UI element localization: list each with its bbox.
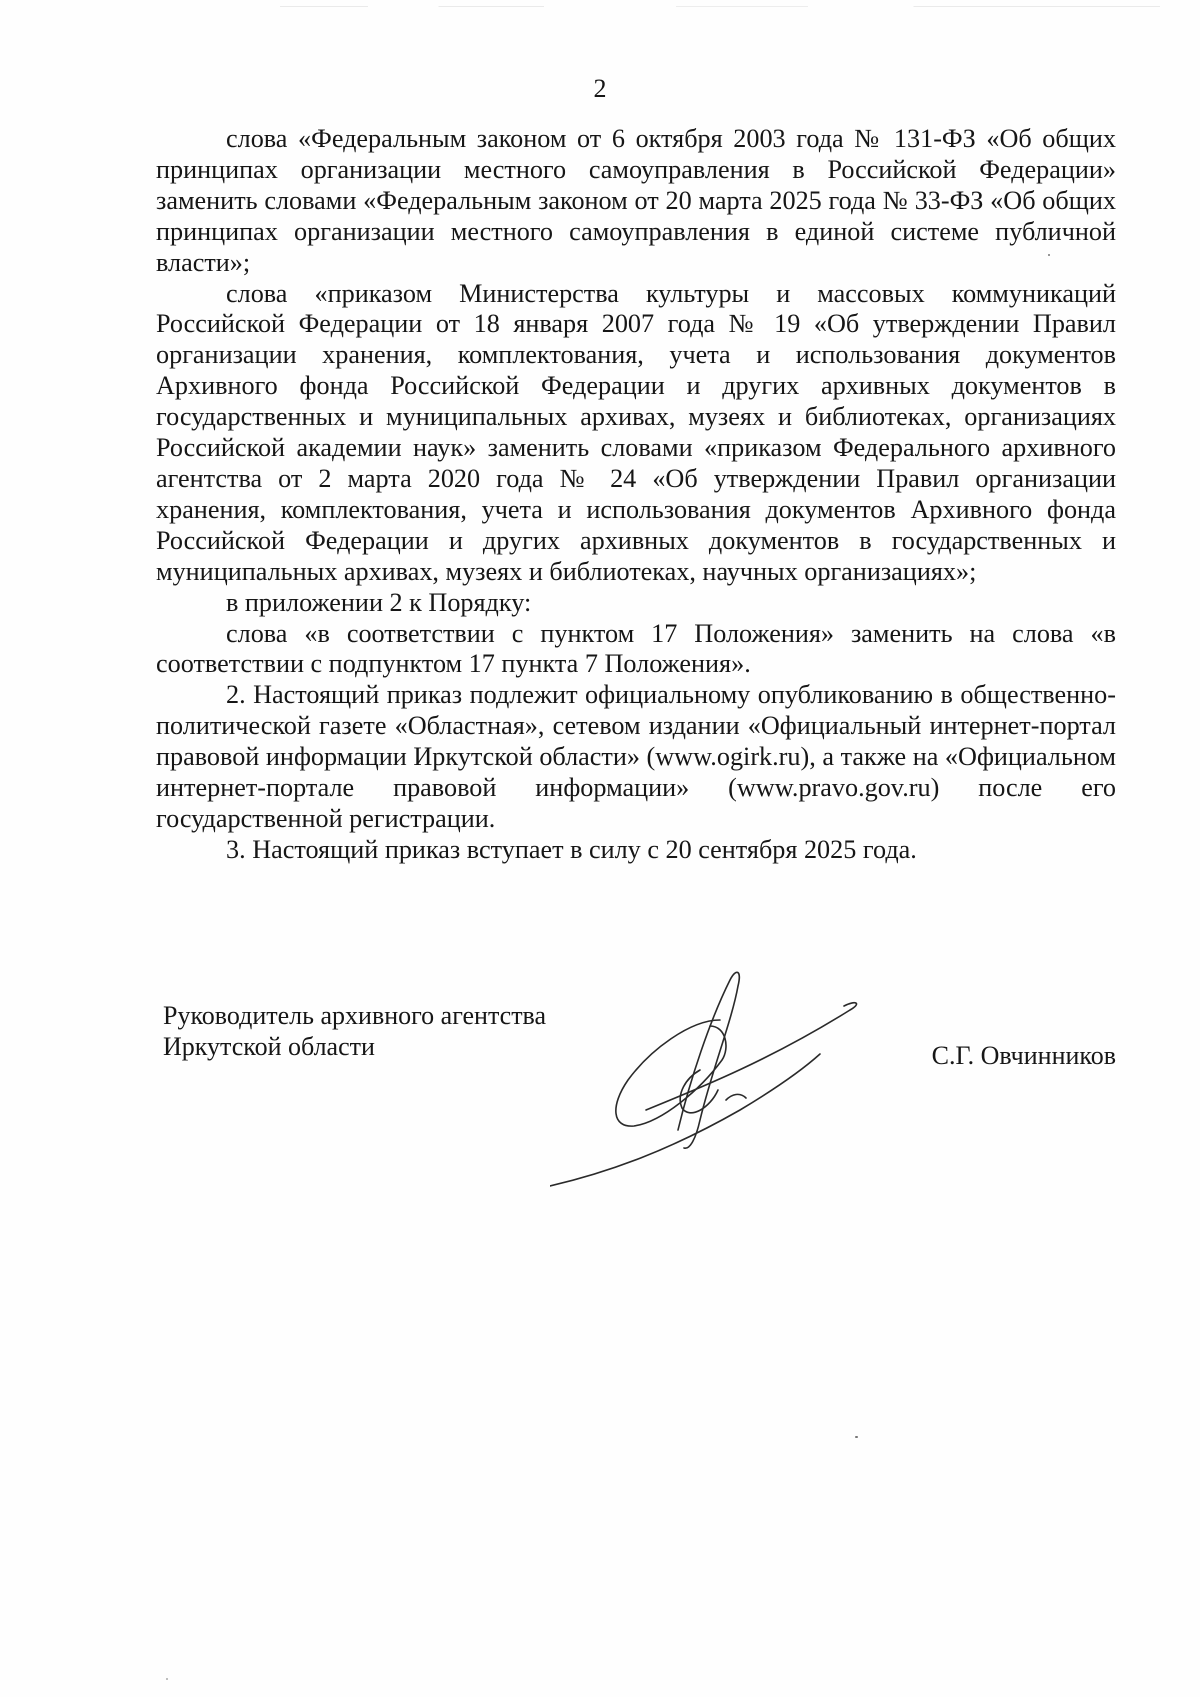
paragraph-effective-date: 3. Настоящий приказ вступает в силу с 20 сентября 2025 года. [226, 834, 917, 864]
paragraph-publication-clause: 2. Настоящий приказ подлежит официальному опубликованию в общественно-политической газете «Областная», сетевом издании «Официальный интернет-портал правовой информации Иркутской области» (www.ogirk.ru), а также на «Официальном интернет-портале правовой информации» (www.pravo.gov.ru) после его государственной регистрации. [156, 680, 1116, 833]
handwritten-signature [550, 960, 890, 1190]
scan-noise [280, 6, 1160, 7]
paragraph-federal-law-replacement: слова «Федеральным законом от 6 октября 2003 года № 131-ФЗ «Об общих принципах организации местного самоуправления в Российской Федерации» заменить словами «Федеральным законом от 20 марта 2025 года № 33-ФЗ «Об общих принципах организации местного самоуправления в единой системе публичной власти»; [156, 124, 1116, 277]
signatory-position-line-1: Руководитель архивного агентства [163, 1001, 547, 1030]
scan-speck [166, 1678, 168, 1680]
signatory-name: С.Г. Овчинников [931, 1041, 1116, 1070]
signatory-position [163, 1000, 546, 1062]
document-body [156, 124, 1116, 866]
page-number: 2 [593, 74, 607, 103]
paragraph-appendix-2-heading: в приложении 2 к Порядку: [226, 587, 532, 617]
signatory-position-line-2: Иркутской области [163, 1032, 375, 1061]
scan-speck [1048, 254, 1050, 256]
paragraph-ministry-order-replacement: слова «приказом Министерства культуры и массовых коммуникаций Российской Федерации от 18 января 2007 года № 19 «Об утверждении Правил организации хранения, комплектования, учета и использования документов Архивного фонда Российской Федерации и других архивных документов в государственных и муниципальных архивах, музеях и библиотеках, организациях Российской академии наук» заменить словами «приказом Федерального архивного агентства от 2 марта 2020 года № 24 «Об утверждении Правил организации хранения, комплектования, учета и использования документов Архивного фонда Российской Федерации и других архивных документов в государственных и муниципальных архивах, музеях и библиотеках, научных организациях»; [156, 278, 1116, 586]
scan-speck [855, 1436, 858, 1438]
paragraph-appendix-2-replacement: слова «в соответствии с пунктом 17 Положения» заменить на слова «в соответствии с подпунктом 17 пункта 7 Положения». [156, 618, 1116, 679]
